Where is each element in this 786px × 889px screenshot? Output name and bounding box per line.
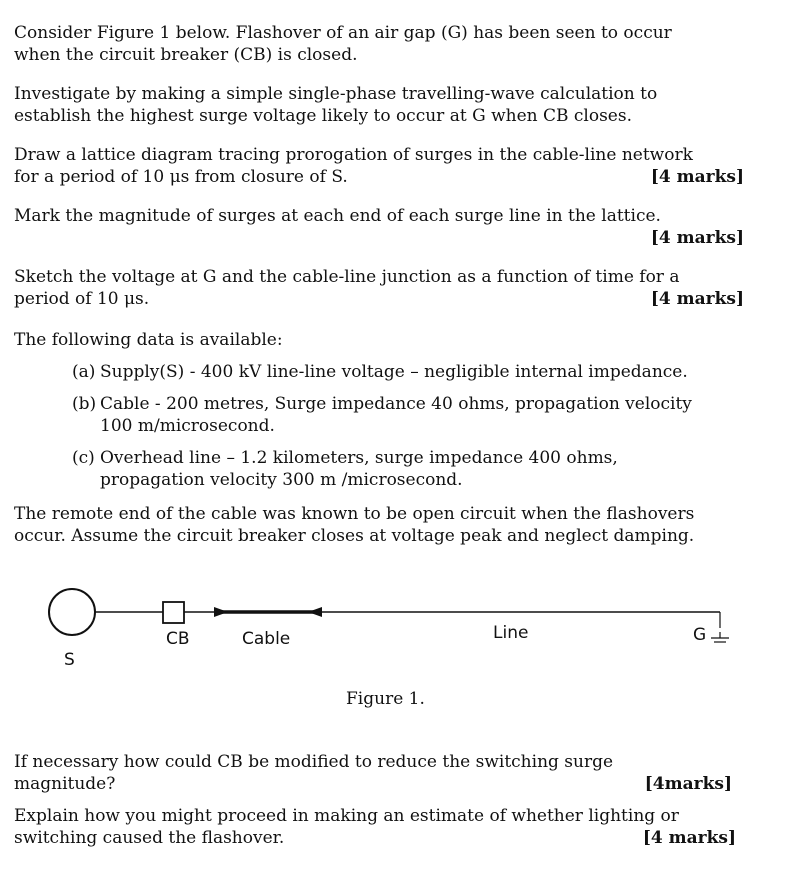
text-line: Explain how you might proceed in making an estimate of whether lighting or	[14, 806, 679, 826]
label-gap: G	[693, 625, 707, 645]
text-line: for a period of 10 μs from closure of S.	[14, 167, 348, 187]
paragraph-lattice	[14, 144, 744, 188]
marks-badge: [4marks]	[644, 774, 732, 794]
label-source: S	[64, 650, 75, 670]
cable-end-arrow-icon	[308, 607, 322, 617]
text-line: Draw a lattice diagram tracing prorogation of surges in the cable-line network	[14, 145, 693, 165]
paragraph-cb-modify	[14, 751, 732, 795]
figure-caption: Figure 1.	[346, 689, 425, 709]
paragraph-investigate	[14, 83, 744, 127]
item-label: (c)	[72, 448, 95, 468]
text-line: when the circuit breaker (CB) is closed.	[14, 45, 358, 65]
text-line: The remote end of the cable was known to be open circuit when the flashovers	[14, 504, 695, 524]
text-line: If necessary how could CB be modified to reduce the switching surge	[14, 752, 614, 772]
paragraph-sketch	[14, 266, 744, 310]
paragraph-magnitude	[14, 205, 744, 249]
paragraph-data-intro	[14, 329, 744, 351]
paragraph-remote-end	[14, 503, 744, 547]
text-line: Mark the magnitude of surges at each end of each surge line in the lattice.	[14, 206, 661, 226]
cable-start-arrow-icon	[214, 607, 228, 617]
item-label: (b)	[72, 394, 97, 414]
label-line: Line	[493, 623, 529, 643]
text-line-with-marks	[14, 827, 736, 849]
text-line: establish the highest surge voltage likely to occur at G when CB closes.	[14, 106, 632, 126]
text-line: period of 10 μs.	[14, 289, 150, 309]
text-line-with-marks	[14, 773, 732, 795]
item-text-cont: propagation velocity 300 m /microsecond.	[100, 470, 463, 490]
label-cable: Cable	[242, 629, 291, 649]
marks-badge: [4 marks]	[650, 167, 744, 187]
item-label: (a)	[72, 362, 96, 382]
item-text: Supply(S) - 400 kV line-line voltage – negligible internal impedance.	[100, 362, 688, 382]
text-line: switching caused the flashover.	[14, 828, 285, 848]
text-line: Sketch the voltage at G and the cable-line junction as a function of time for a	[14, 267, 680, 287]
circuit-breaker-box	[163, 602, 184, 623]
label-breaker: CB	[166, 629, 190, 649]
paragraph-intro	[14, 22, 744, 66]
data-item-b	[72, 393, 752, 437]
data-item-a	[72, 361, 752, 383]
circuit-figure	[0, 580, 786, 670]
text-line: magnitude?	[14, 774, 116, 794]
marks-badge: [4 marks]	[642, 828, 736, 848]
source-circle	[49, 589, 95, 635]
item-text: Cable - 200 metres, Surge impedance 40 ohms, propagation velocity	[100, 394, 692, 414]
data-item-c	[72, 447, 752, 491]
text-line-with-marks	[14, 166, 744, 188]
text-line: The following data is available:	[14, 330, 283, 350]
text-line: Consider Figure 1 below. Flashover of an air gap (G) has been seen to occur	[14, 23, 672, 43]
marks-badge: [4 marks]	[650, 228, 744, 248]
text-line-with-marks	[14, 288, 744, 310]
text-line: Investigate by making a simple single-phase travelling-wave calculation to	[14, 84, 658, 104]
item-text: Overhead line – 1.2 kilometers, surge impedance 400 ohms,	[100, 448, 618, 468]
item-text-cont: 100 m/microsecond.	[100, 416, 275, 436]
text-line: occur. Assume the circuit breaker closes at voltage peak and neglect damping.	[14, 526, 695, 546]
paragraph-flashover-cause	[14, 805, 736, 849]
marks-badge: [4 marks]	[650, 289, 744, 309]
